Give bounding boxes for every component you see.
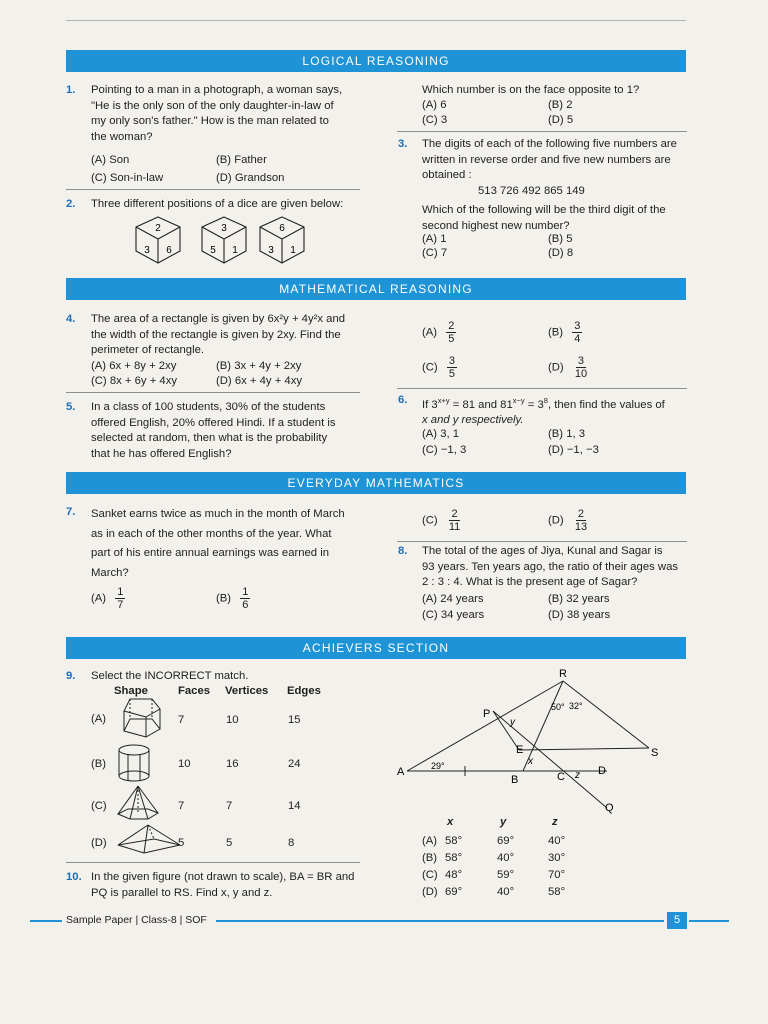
label-r: R — [559, 668, 567, 680]
q8-line: 93 years. Ten years ago, the ratio of their ages was — [422, 560, 678, 573]
numerator: 3 — [448, 355, 455, 367]
separator — [66, 392, 360, 393]
hexagonal-pyramid-icon — [114, 784, 162, 822]
option-label: (D) — [548, 361, 564, 374]
q3-option-a[interactable]: (A) 1 — [422, 233, 447, 245]
q7-option-d[interactable] — [548, 508, 589, 533]
option-label: (A) — [422, 326, 438, 339]
label-c: C — [557, 771, 565, 783]
q1-option-b[interactable]: (B) Father — [216, 154, 267, 166]
q6-text: If 3 — [422, 398, 438, 411]
dice-figure — [134, 215, 314, 265]
exponent: x+y — [437, 396, 450, 405]
footer-rule-right — [216, 920, 664, 922]
q1-line: my only son's father." How is the man related to — [91, 115, 329, 128]
fraction — [115, 586, 125, 611]
q9-c-vertices: 7 — [226, 800, 233, 812]
q5-option-c[interactable] — [422, 355, 457, 380]
question-1-text — [91, 83, 361, 145]
q6-text: = 81 and 81 — [449, 398, 513, 411]
option-label: (C) — [422, 514, 438, 527]
q2-option-c[interactable]: (C) 3 — [422, 114, 448, 126]
q9-a-vertices: 10 — [226, 714, 239, 726]
numerator: 1 — [117, 586, 124, 598]
q8-option-d[interactable]: (D) 38 years — [548, 609, 611, 621]
q5-line: selected at random, then what is the probability — [91, 432, 328, 445]
q9-b-faces: 10 — [178, 758, 191, 770]
question-number: 4. — [66, 313, 76, 325]
q8-line: The total of the ages of Jiya, Kunal and Sagar is — [422, 545, 663, 557]
question-number: 5. — [66, 401, 76, 413]
dice-1-right: 6 — [166, 245, 172, 256]
q6-option-c[interactable]: (C) −1, 3 — [422, 444, 467, 456]
q7-option-a[interactable] — [91, 586, 125, 611]
footer-rule-left — [30, 920, 62, 922]
q3-line: The digits of each of the following five numbers are — [422, 138, 677, 150]
q7-line: March? — [91, 566, 129, 579]
q9-option-a[interactable]: (A) — [91, 713, 107, 725]
angle-29: 29° — [431, 761, 445, 771]
q10-option-b[interactable]: (B) — [422, 852, 438, 864]
denominator: 11 — [448, 521, 461, 533]
section-mathematical-reasoning: MATHEMATICAL REASONING — [66, 278, 686, 300]
q10-d-x: 69° — [445, 886, 463, 898]
numerator: 3 — [577, 355, 585, 367]
col-header-z: z — [552, 816, 558, 828]
q1-option-d[interactable]: (D) Grandson — [216, 172, 285, 184]
q9-b-vertices: 16 — [226, 758, 239, 770]
question-number: 10. — [66, 871, 82, 883]
q8-option-a[interactable]: (A) 24 years — [422, 593, 484, 605]
question-5-text — [91, 400, 363, 462]
q9-c-edges: 14 — [288, 800, 301, 812]
q3-numbers: 513 726 492 865 149 — [478, 185, 585, 197]
q3-line: written in reverse order and five new numbers are — [422, 153, 671, 166]
q10-option-c[interactable]: (C) — [422, 869, 438, 881]
q1-option-a[interactable]: (A) Son — [91, 154, 130, 166]
denominator: 5 — [448, 368, 455, 380]
footer-rule-end — [689, 920, 729, 922]
q6-line: x and y respectively. — [422, 414, 524, 427]
exponent: x−y — [512, 396, 525, 405]
q9-a-edges: 15 — [288, 714, 301, 726]
separator — [397, 388, 687, 389]
label-y: y — [510, 717, 515, 728]
dice-3 — [260, 217, 304, 263]
angle-50: 50° — [551, 702, 565, 712]
q10-option-a[interactable]: (A) — [422, 835, 438, 847]
col-header-y: y — [500, 816, 507, 828]
question-9-text: Select the INCORRECT match. — [91, 670, 249, 682]
option-label: (D) — [548, 514, 564, 527]
q10-option-d[interactable]: (D) — [422, 886, 438, 898]
denominator: 6 — [242, 599, 249, 611]
question-2-text: Three different positions of a dice are given below: — [91, 198, 344, 210]
footer-text: Sample Paper | Class-8 | SOF — [66, 914, 207, 926]
q1-option-c[interactable]: (C) Son-in-law — [91, 172, 164, 184]
q9-b-edges: 24 — [288, 758, 301, 770]
col-header-shape: Shape — [114, 685, 148, 697]
q7-line: Sanket earns twice as much in the month of March — [91, 508, 345, 520]
q6-text: , then find the values of — [547, 398, 665, 411]
question-number: 7. — [66, 506, 76, 518]
dice-3-right: 1 — [290, 245, 296, 256]
dice-1 — [136, 217, 180, 263]
top-rule — [66, 20, 686, 21]
q2-option-a[interactable]: (A) 6 — [422, 99, 447, 111]
q9-d-faces: 5 — [178, 837, 185, 849]
question-number: 3. — [398, 138, 408, 150]
pentagonal-prism-icon — [116, 697, 174, 739]
fraction — [572, 320, 582, 345]
q10-b-z: 30° — [548, 852, 566, 864]
q5-option-a[interactable] — [422, 320, 456, 345]
exponent: 8 — [543, 396, 548, 405]
denominator: 13 — [574, 521, 588, 533]
q7-line: as in each of the other months of the year. What — [91, 527, 332, 540]
fraction — [447, 508, 462, 533]
q4-option-c[interactable]: (C) 8x + 6y + 4xy — [91, 375, 178, 387]
q8-line: 2 : 3 : 4. What is the present age of Sagar? — [422, 576, 638, 589]
numerator: 1 — [242, 586, 249, 598]
q6-option-d[interactable]: (D) −1, −3 — [548, 444, 599, 456]
question-4-text — [91, 312, 363, 359]
q2-option-b[interactable]: (B) 2 — [548, 99, 573, 111]
question-7-text — [91, 505, 363, 583]
section-logical-reasoning: LOGICAL REASONING — [66, 50, 686, 72]
q4-line: perimeter of rectangle. — [91, 344, 205, 357]
q10-line: PQ is parallel to RS. Find x, y and z. — [91, 886, 273, 899]
q9-c-faces: 7 — [178, 800, 185, 812]
angle-32: 32° — [569, 701, 583, 711]
option-label: (B) — [216, 592, 232, 605]
q10-c-y: 59° — [497, 869, 515, 881]
option-label: (B) — [548, 326, 564, 339]
label-z: z — [575, 770, 580, 781]
q5-option-d[interactable] — [548, 355, 589, 380]
q10-a-x: 58° — [445, 835, 463, 847]
question-8-text — [422, 544, 692, 591]
q9-a-faces: 7 — [178, 714, 185, 726]
numerator: 2 — [577, 508, 585, 520]
q6-line — [422, 393, 692, 413]
q10-line: In the given figure (not drawn to scale), BA = BR and — [91, 871, 355, 883]
denominator: 7 — [117, 599, 124, 611]
q10-a-y: 69° — [497, 835, 515, 847]
dice-1-top: 2 — [155, 223, 161, 234]
label-q: Q — [605, 802, 614, 814]
q10-c-x: 48° — [445, 869, 463, 881]
label-x: x — [528, 756, 533, 767]
q4-line: the width of the rectangle is given by 2xy. Find the — [91, 328, 341, 341]
question-number: 6. — [398, 394, 408, 406]
denominator: 10 — [574, 368, 588, 380]
dice-1-left: 3 — [144, 245, 150, 256]
q7-line: part of his entire annual earnings was earned in — [91, 547, 330, 559]
q9-d-vertices: 5 — [226, 837, 233, 849]
separator — [397, 541, 687, 542]
q8-option-c[interactable]: (C) 34 years — [422, 609, 485, 621]
q9-d-edges: 8 — [288, 837, 295, 849]
dice-2 — [202, 217, 246, 263]
q4-line: The area of a rectangle is given by 6x²y + 4y²x and — [91, 313, 346, 325]
q3-option-b[interactable]: (B) 5 — [548, 233, 573, 245]
dice-2-top: 3 — [221, 223, 227, 234]
question-number: 1. — [66, 84, 76, 96]
q10-c-z: 70° — [548, 869, 566, 881]
q10-b-y: 40° — [497, 852, 515, 864]
label-a: A — [397, 766, 405, 778]
q5-line: In a class of 100 students, 30% of the students — [91, 401, 326, 413]
q3-line: obtained : — [422, 169, 472, 182]
option-label: (C) — [422, 361, 438, 374]
q4-option-a[interactable]: (A) 6x + 8y + 2xy — [91, 360, 177, 372]
q6-option-b[interactable]: (B) 1, 3 — [548, 428, 586, 440]
q3-option-d[interactable]: (D) 8 — [548, 247, 574, 259]
q5-option-b[interactable] — [548, 320, 582, 345]
separator — [397, 131, 687, 132]
q6-option-a[interactable]: (A) 3, 1 — [422, 428, 460, 440]
triangle-figure — [395, 668, 670, 818]
q10-b-x: 58° — [445, 852, 463, 864]
q3-line: second highest new number? — [422, 219, 570, 232]
fraction — [447, 355, 457, 380]
question-3-text-2 — [422, 203, 692, 234]
q3-option-c[interactable]: (C) 7 — [422, 247, 448, 259]
numerator: 2 — [448, 320, 455, 332]
q4-option-b[interactable]: (B) 3x + 4y + 2xy — [216, 360, 302, 372]
col-header-x: x — [447, 816, 454, 828]
label-s: S — [651, 747, 659, 759]
col-header-vertices: Vertices — [225, 685, 269, 697]
separator — [66, 189, 360, 190]
q9-option-c[interactable]: (C) — [91, 800, 107, 812]
numerator: 2 — [451, 508, 458, 520]
col-header-edges: Edges — [287, 685, 321, 697]
numerator: 3 — [574, 320, 581, 332]
q9-option-b[interactable]: (B) — [91, 758, 107, 770]
label-d: D — [598, 765, 606, 777]
question-number: 9. — [66, 670, 76, 682]
question-2-continued: Which number is on the face opposite to 1? — [422, 84, 640, 96]
q7-option-b[interactable] — [216, 586, 250, 611]
label-p: P — [483, 708, 491, 720]
question-6-text — [422, 393, 692, 429]
q6-text: = 3 — [524, 398, 544, 411]
q10-d-y: 40° — [497, 886, 515, 898]
fraction — [446, 320, 456, 345]
question-number: 2. — [66, 198, 76, 210]
denominator: 5 — [448, 333, 455, 345]
dice-2-left: 5 — [210, 245, 216, 256]
fraction — [240, 586, 250, 611]
col-header-faces: Faces — [178, 685, 211, 697]
q5-line: that he has offered English? — [91, 447, 232, 460]
q1-line: the woman? — [91, 130, 153, 143]
q2-option-d[interactable]: (D) 5 — [548, 114, 574, 126]
label-b: B — [511, 774, 519, 786]
question-10-text — [91, 870, 366, 901]
q1-line: Pointing to a man in a photograph, a woman says, — [91, 84, 343, 96]
dice-2-right: 1 — [232, 245, 238, 256]
q3-line: Which of the following will be the third digit of the — [422, 204, 666, 216]
fraction — [573, 355, 589, 380]
q8-option-b[interactable]: (B) 32 years — [548, 593, 610, 605]
dice-3-top: 6 — [279, 223, 285, 234]
q10-d-z: 58° — [548, 886, 566, 898]
section-achievers: ACHIEVERS SECTION — [66, 637, 686, 659]
q10-a-z: 40° — [548, 835, 566, 847]
q9-option-d[interactable]: (D) — [91, 837, 107, 849]
fraction — [573, 508, 589, 533]
page-number: 5 — [667, 912, 687, 929]
q7-option-c[interactable] — [422, 508, 462, 533]
question-number: 8. — [398, 545, 408, 557]
q4-option-d[interactable]: (D) 6x + 4y + 4xy — [216, 375, 303, 387]
section-everyday-mathematics: EVERYDAY MATHEMATICS — [66, 472, 686, 494]
q1-line: "He is the only son of the only daughter-in-law of — [91, 99, 334, 112]
dice-3-left: 3 — [268, 245, 274, 256]
question-3-text — [422, 137, 692, 184]
option-label: (A) — [91, 592, 107, 605]
separator — [66, 862, 360, 863]
octagonal-prism-icon — [116, 743, 156, 783]
q5-line: offered English, 20% offered Hindi. If a student is — [91, 416, 336, 429]
square-pyramid-icon — [114, 823, 184, 855]
label-e: E — [516, 744, 524, 756]
denominator: 4 — [574, 333, 581, 345]
